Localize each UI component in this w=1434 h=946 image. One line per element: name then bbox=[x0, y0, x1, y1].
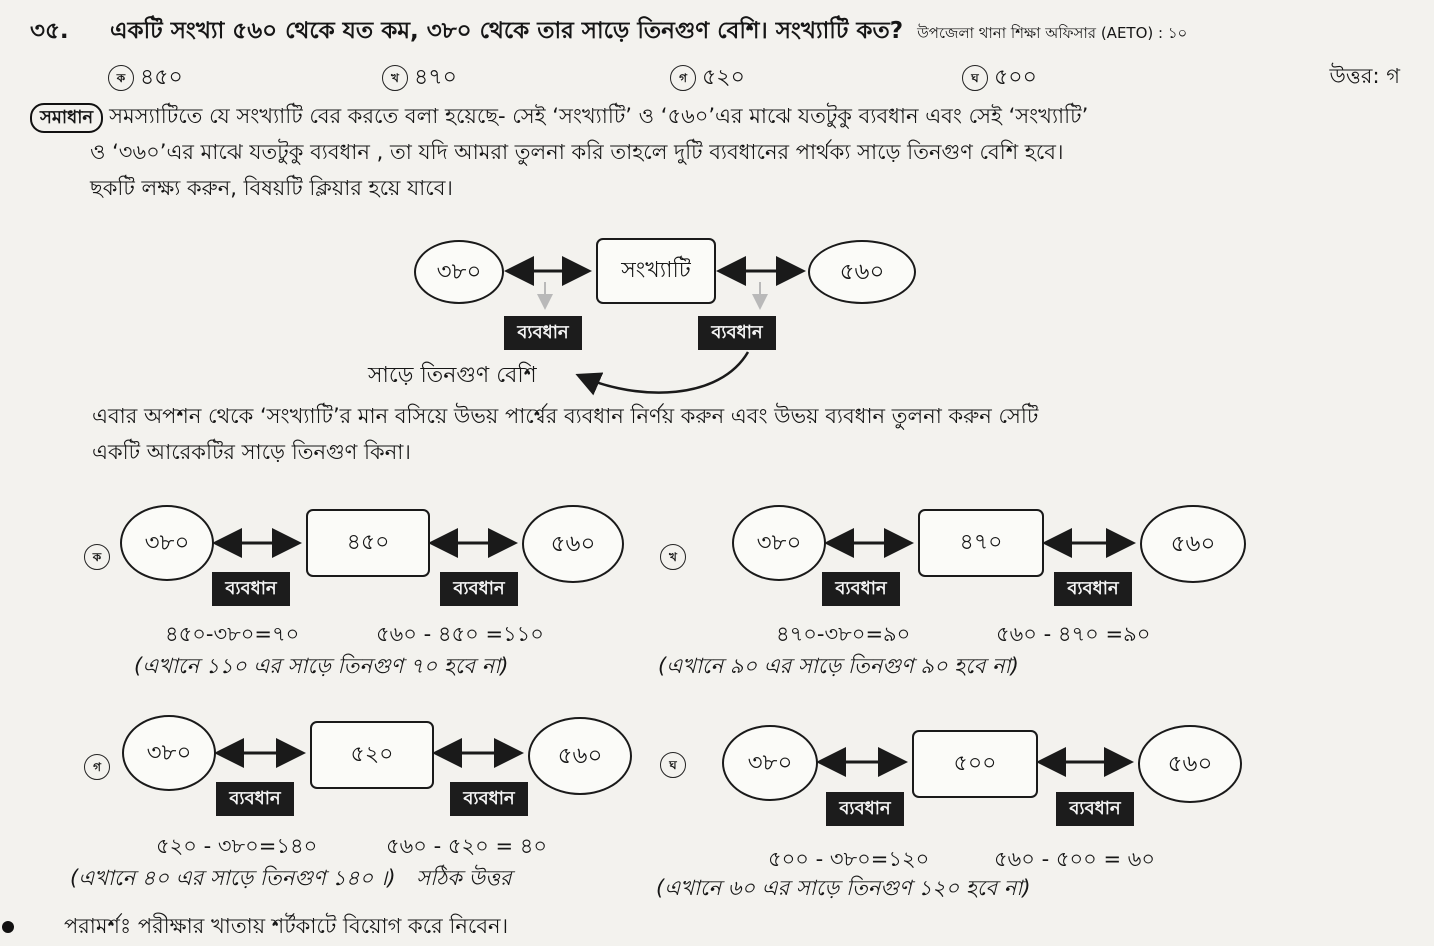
solution-text: সমস্যাটিতে যে সংখ্যাটি বের করতে বলা হয়েছে- সেই ‘সংখ্যাটি’ ও ‘৫৬০’এর মাঝে যতটুকু ব্যবধান এবং সেই ‘সংখ্যাটি’ bbox=[109, 104, 1089, 128]
case-ka-calc-right: ৫৬০ - ৪৫০ =১১০ bbox=[376, 622, 544, 646]
case-ga-gap-left: ব্যবধান bbox=[216, 782, 294, 816]
case-gha-calc-right: ৫৬০ - ৫০০ = ৬০ bbox=[994, 847, 1156, 871]
advice-text: পরামর্শঃ পরীক্ষার খাতায় শর্টকাটে বিয়োগ করে নিবেন। bbox=[64, 914, 509, 938]
main-center-box: সংখ্যাটি bbox=[596, 238, 716, 304]
case-kha-note: (এখানে ৯০ এর সাড়ে তিনগুণ ৯০ হবে না) bbox=[658, 654, 1019, 678]
option-value: ৫২০ bbox=[702, 65, 745, 90]
option-value: ৪৭০ bbox=[414, 65, 457, 90]
case-ga-badge: গ bbox=[84, 754, 110, 780]
case-gha-calc-left: ৫০০ - ৩৮০=১২০ bbox=[768, 847, 930, 871]
case-gha-gap-left: ব্যবধান bbox=[826, 792, 904, 826]
case-kha-calc-right: ৫৬০ - ৪৭০ =৯০ bbox=[996, 622, 1151, 646]
case-ga-calc-left: ৫২০ - ৩৮০=১৪০ bbox=[156, 834, 318, 858]
option-badge: ক bbox=[108, 65, 134, 91]
case-ka-center-box: ৪৫০ bbox=[306, 509, 430, 577]
option-badge: ঘ bbox=[962, 65, 988, 91]
main-gap-label-right: ব্যবধান bbox=[698, 316, 776, 350]
solution-tag: সমাধান bbox=[30, 103, 103, 133]
case-ka-badge: ক bbox=[84, 544, 110, 570]
case-ka-gap-left: ব্যবধান bbox=[212, 572, 290, 606]
case-ka-right-circle: ৫৬০ bbox=[522, 505, 624, 583]
main-relation-label: সাড়ে তিনগুণ বেশি bbox=[368, 363, 537, 388]
main-right-circle: ৫৬০ bbox=[808, 240, 916, 304]
case-ga-center-box: ৫২০ bbox=[310, 721, 434, 789]
option-badge: খ bbox=[382, 65, 408, 91]
main-gap-label-left: ব্যবধান bbox=[504, 316, 582, 350]
case-ga-right-circle: ৫৬০ bbox=[528, 717, 632, 795]
case-ka-left-circle: ৩৮০ bbox=[120, 505, 214, 581]
case-ka-note: (এখানে ১১০ এর সাড়ে তিনগুণ ৭০ হবে না) bbox=[134, 654, 509, 678]
main-left-circle: ৩৮০ bbox=[414, 240, 504, 304]
case-gha-center-box: ৫০০ bbox=[912, 730, 1038, 798]
question-text: একটি সংখ্যা ৫৬০ থেকে যত কম, ৩৮০ থেকে তার সাড়ে তিনগুণ বেশি। সংখ্যাটি কত? bbox=[110, 18, 904, 44]
case-kha-badge: খ bbox=[660, 544, 686, 570]
case-kha-center-box: ৪৭০ bbox=[918, 509, 1044, 577]
case-gha-gap-right: ব্যবধান bbox=[1056, 792, 1134, 826]
case-kha-gap-right: ব্যবধান bbox=[1054, 572, 1132, 606]
instruction-line-1: এবার অপশন থেকে ‘সংখ্যাটি’র মান বসিয়ে উভয় পার্শ্বের ব্যবধান নির্ণয় করুন এবং উভয় ব্যবধান তুলনা করুন সেটি bbox=[92, 404, 1039, 428]
option-value: ৫০০ bbox=[994, 65, 1037, 90]
case-ga-gap-right: ব্যবধান bbox=[450, 782, 528, 816]
case-gha-note: (এখানে ৬০ এর সাড়ে তিনগুণ ১২০ হবে না) bbox=[656, 876, 1031, 900]
case-gha-badge: ঘ bbox=[660, 752, 686, 778]
question-source: উপজেলা থানা শিক্ষা অফিসার (AETO) : ১০ bbox=[917, 24, 1188, 42]
case-kha-calc-left: ৪৭০-৩৮০=৯০ bbox=[776, 622, 911, 646]
case-ka-gap-right: ব্যবধান bbox=[440, 572, 518, 606]
solution-line-2: ও ‘৩৬০’এর মাঝে যতটুকু ব্যবধান , তা যদি আমরা তুলনা করি তাহলে দুটি ব্যবধানের পার্থক্য সাড়ে তিনগুণ বেশি হবে। bbox=[90, 140, 1064, 164]
case-gha-left-circle: ৩৮০ bbox=[722, 725, 818, 801]
case-gha-right-circle: ৫৬০ bbox=[1138, 725, 1242, 803]
question-number: ৩৫. bbox=[30, 18, 69, 44]
case-ga-left-circle: ৩৮০ bbox=[122, 715, 216, 791]
case-ga-correct-label: সঠিক উত্তর bbox=[416, 866, 512, 890]
solution-line-3: ছকটি লক্ষ্য করুন, বিষয়টি ক্লিয়ার হয়ে যাবে। bbox=[90, 176, 453, 200]
case-kha-gap-left: ব্যবধান bbox=[822, 572, 900, 606]
case-kha-right-circle: ৫৬০ bbox=[1140, 505, 1246, 583]
case-ga-calc-right: ৫৬০ - ৫২০ = ৪০ bbox=[386, 834, 548, 858]
option-value: ৪৫০ bbox=[140, 65, 183, 90]
main-curve-arrow bbox=[580, 352, 748, 393]
answer-label: উত্তর: গ bbox=[1329, 64, 1400, 88]
case-kha-left-circle: ৩৮০ bbox=[732, 505, 826, 581]
case-ga-note-text: (এখানে ৪০ এর সাড়ে তিনগুণ ১৪০ ।) bbox=[70, 866, 396, 890]
instruction-line-2: একটি আরেকটির সাড়ে তিনগুণ কিনা। bbox=[92, 440, 411, 464]
option-badge: গ bbox=[670, 65, 696, 91]
case-ka-calc-left: ৪৫০-৩৮০=৭০ bbox=[165, 622, 300, 646]
